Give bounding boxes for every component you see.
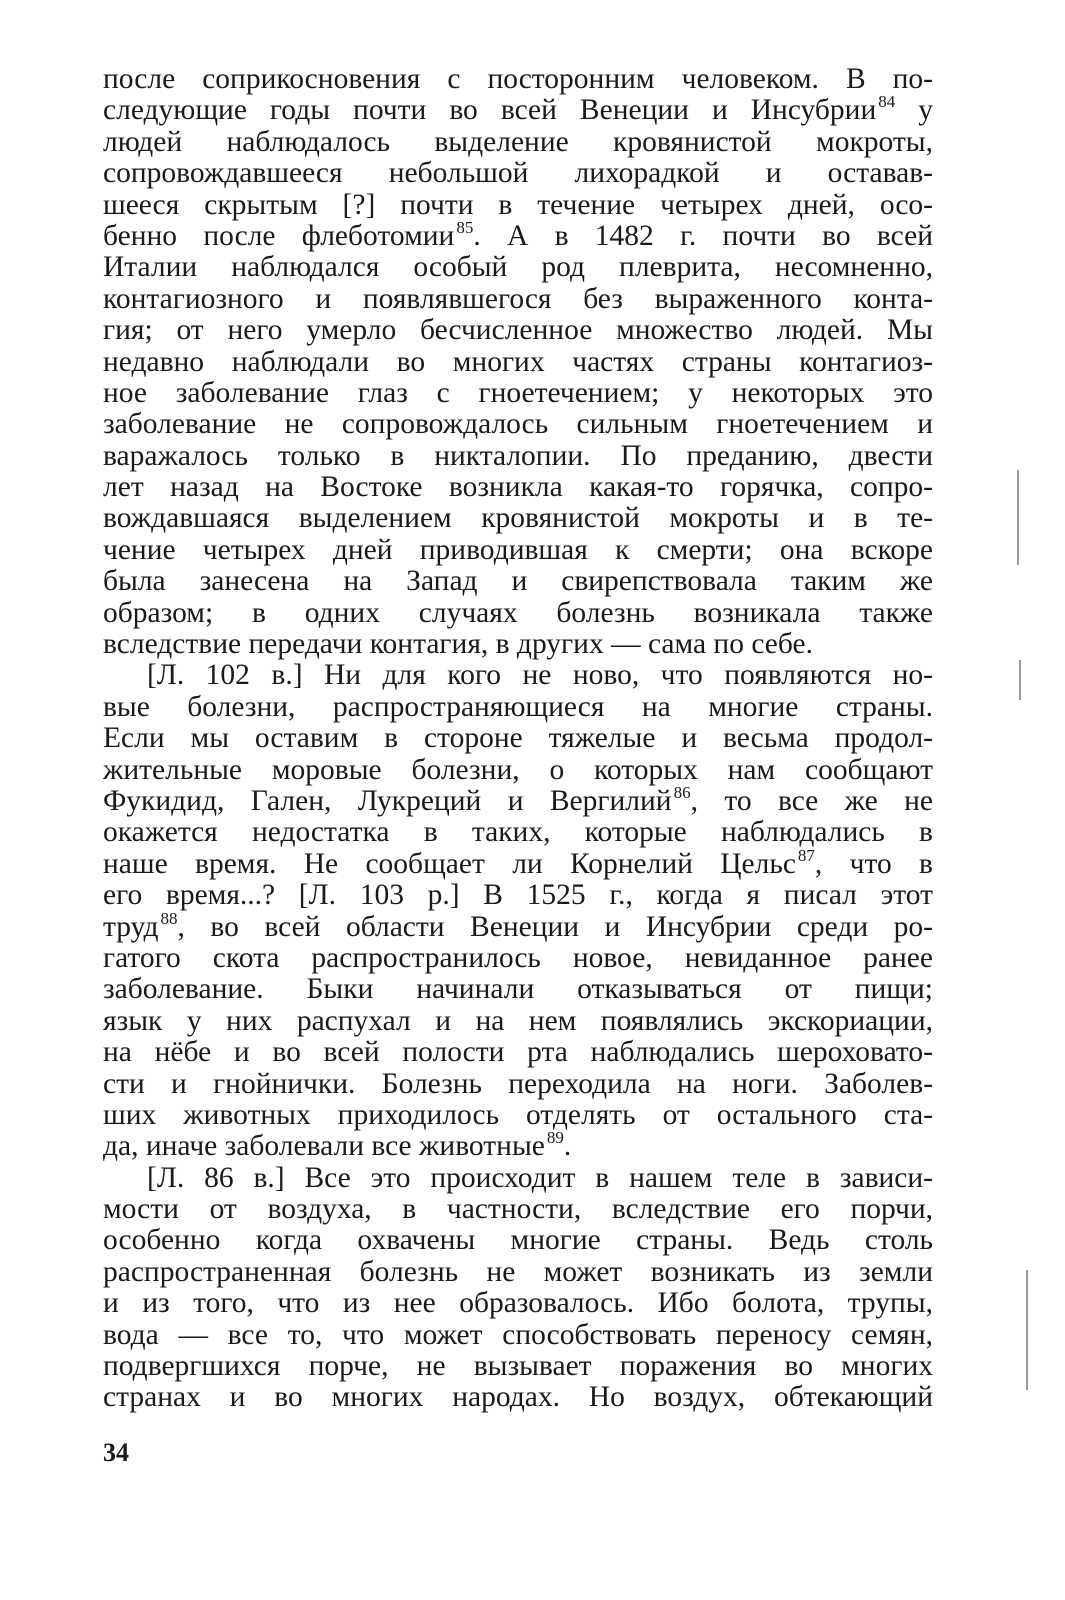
text-line <box>103 1225 933 1256</box>
text-run: была занесена на Запад и свирепствовала таким же <box>103 565 933 598</box>
text-line <box>103 64 933 95</box>
text-run: вождавшаяся выделением кровянистой мокроты и в те- <box>103 502 933 535</box>
text-line <box>103 1288 933 1319</box>
text-line <box>103 1194 933 1225</box>
text-line <box>103 598 933 629</box>
text-run: гатого скота распространилось новое, невиданное ранее <box>103 941 933 974</box>
text-line <box>103 252 933 283</box>
text-run: . А в 1482 г. почти во всей <box>473 219 933 252</box>
text-line <box>103 943 933 974</box>
text-run: контагиозного и появлявшегося без выраженного конта- <box>103 282 933 315</box>
text-line <box>103 1351 933 1382</box>
text-run: шееся скрытым [?] почти в течение четырех дней, осо- <box>103 188 933 221</box>
text-run: образом; в одних случаях болезнь возникала также <box>103 596 933 629</box>
text-run: у <box>895 94 934 127</box>
text-run: варажалось только в никталопии. По преданию, двести <box>103 439 933 472</box>
text-run: жительные моровые болезни, о которых нам сообщают <box>103 753 933 786</box>
text-run: Если мы оставим в стороне тяжелые и весьма продол- <box>103 722 933 755</box>
text-line <box>103 1100 933 1131</box>
text-line <box>103 1037 933 1068</box>
text-run: , во всей области Венеции и Инсубрии среди ро- <box>177 910 933 943</box>
text-line <box>103 503 933 534</box>
text-line <box>103 974 933 1005</box>
text-run: чение четырех дней приводившая к смерти; она вскоре <box>103 533 933 566</box>
text-run: труд <box>103 910 159 943</box>
scan-margin-mark <box>1017 470 1019 565</box>
text-run: особенно когда охвачены многие страны. Ведь столь <box>103 1224 933 1257</box>
text-line <box>103 908 933 943</box>
text-run: на нёбе и во всей полости рта наблюдались шероховато- <box>103 1036 933 1069</box>
text-run: [Л. 102 в.] Ни для кого не ново, что появляются но- <box>147 659 933 692</box>
paragraph <box>103 660 933 1162</box>
text-line <box>103 284 933 315</box>
text-run: и из того, что из нее образовалось. Ибо болота, трупы, <box>103 1287 933 1320</box>
text-line <box>103 880 933 911</box>
text-run: сопровождавшееся небольшой лихорадкой и оставав- <box>103 157 933 190</box>
footnote-marker: 84 <box>878 92 896 112</box>
text-run: гия; от него умерло бесчисленное множество людей. Мы <box>103 314 933 347</box>
text-run: [Л. 86 в.] Все это происходит в нашем теле в зависи- <box>147 1161 933 1194</box>
text-run: заболевание. Быки начинали отказываться от пищи; <box>103 973 933 1006</box>
text-run: , то все же не <box>690 784 933 817</box>
scan-margin-mark <box>1019 660 1021 700</box>
text-line <box>103 660 933 691</box>
text-line <box>103 1069 933 1100</box>
text-run: сти и гнойнички. Болезнь переходила на ноги. Заболев- <box>103 1067 933 1100</box>
footnote-marker: 88 <box>160 908 178 928</box>
text-line <box>103 92 934 127</box>
text-run: следующие годы почти во всей Венеции и Инсубрии <box>103 94 877 127</box>
text-line <box>103 441 933 472</box>
text-line <box>103 378 933 409</box>
footnote-marker: 87 <box>797 845 815 865</box>
text-run: вые болезни, распространяющиеся на многие страны. <box>103 690 933 723</box>
paragraph <box>103 64 933 660</box>
text-run: распространенная болезнь не может возникать из земли <box>103 1255 933 1288</box>
text-line <box>103 1320 933 1351</box>
text-line <box>103 127 933 158</box>
text-line <box>103 629 933 660</box>
text-run: людей наблюдалось выделение кровянистой мокроты, <box>103 125 933 158</box>
text-run: наше время. Не сообщает ли Корнелий Цельс <box>103 847 796 880</box>
text-run: вследствие передачи контагия, в других — сама по себе. <box>103 628 813 661</box>
text-line <box>103 190 933 221</box>
text-run: подвергшихся порче, не вызывает поражения во многих <box>103 1350 933 1383</box>
text-line <box>103 755 933 786</box>
text-line <box>103 692 933 723</box>
text-run: после соприкосновения с посторонним человеком. В по- <box>103 63 933 95</box>
text-line <box>103 1382 933 1413</box>
text-line <box>103 1006 933 1037</box>
text-line <box>103 723 933 754</box>
text-line <box>103 409 933 440</box>
text-run: , что в <box>814 847 933 880</box>
paragraph <box>103 1163 933 1414</box>
text-line <box>103 782 933 817</box>
scan-margin-mark <box>1026 1270 1028 1390</box>
text-run: недавно наблюдали во многих частях страны контагиоз- <box>103 345 933 378</box>
text-line <box>103 472 933 503</box>
page-number: 34 <box>103 1438 129 1467</box>
text-run: странах и во многих народах. Но воздух, обтекающий <box>103 1381 933 1414</box>
text-run: лет назад на Востоке возникла какая-то горячка, сопро- <box>103 471 933 504</box>
text-line <box>103 315 933 346</box>
footnote-marker: 89 <box>546 1128 564 1148</box>
text-run: ное заболевание глаз с гноетечением; у некоторых это <box>103 376 933 409</box>
footnote-marker: 85 <box>456 217 474 237</box>
text-run: окажется недостатка в таких, которые наблюдались в <box>103 816 933 849</box>
text-run: ших животных приходилось отделять от остального ста- <box>103 1098 933 1131</box>
text-run: его время...? [Л. 103 р.] В 1525 г., когда я писал этот <box>103 879 933 912</box>
text-line <box>103 817 933 848</box>
text-line <box>103 845 933 880</box>
text-line <box>103 347 933 378</box>
text-run: . <box>563 1130 572 1163</box>
text-line <box>103 158 933 189</box>
text-line <box>103 1128 933 1163</box>
text-line <box>103 1163 933 1194</box>
text-run: бенно после флеботомии <box>103 219 455 252</box>
body-text <box>103 64 933 1414</box>
text-run: Италии наблюдался особый род плеврита, несомненно, <box>103 251 933 284</box>
footnote-marker: 86 <box>673 782 691 802</box>
text-run: мости от воздуха, в частности, вследствие его порчи, <box>103 1193 933 1226</box>
text-line <box>103 535 933 566</box>
text-run: Фукидид, Гален, Лукреций и Вергилий <box>103 784 672 817</box>
text-run: да, иначе заболевали все животные <box>103 1130 545 1163</box>
text-run: язык у них распухал и на нем появлялись экскориации, <box>103 1004 933 1037</box>
text-line <box>103 566 933 597</box>
text-run: вода — все то, что может способствовать переносу семян, <box>103 1318 933 1351</box>
text-run: заболевание не сопровождалось сильным гноетечением и <box>103 408 933 441</box>
text-line <box>103 1257 933 1288</box>
text-line <box>103 217 933 252</box>
